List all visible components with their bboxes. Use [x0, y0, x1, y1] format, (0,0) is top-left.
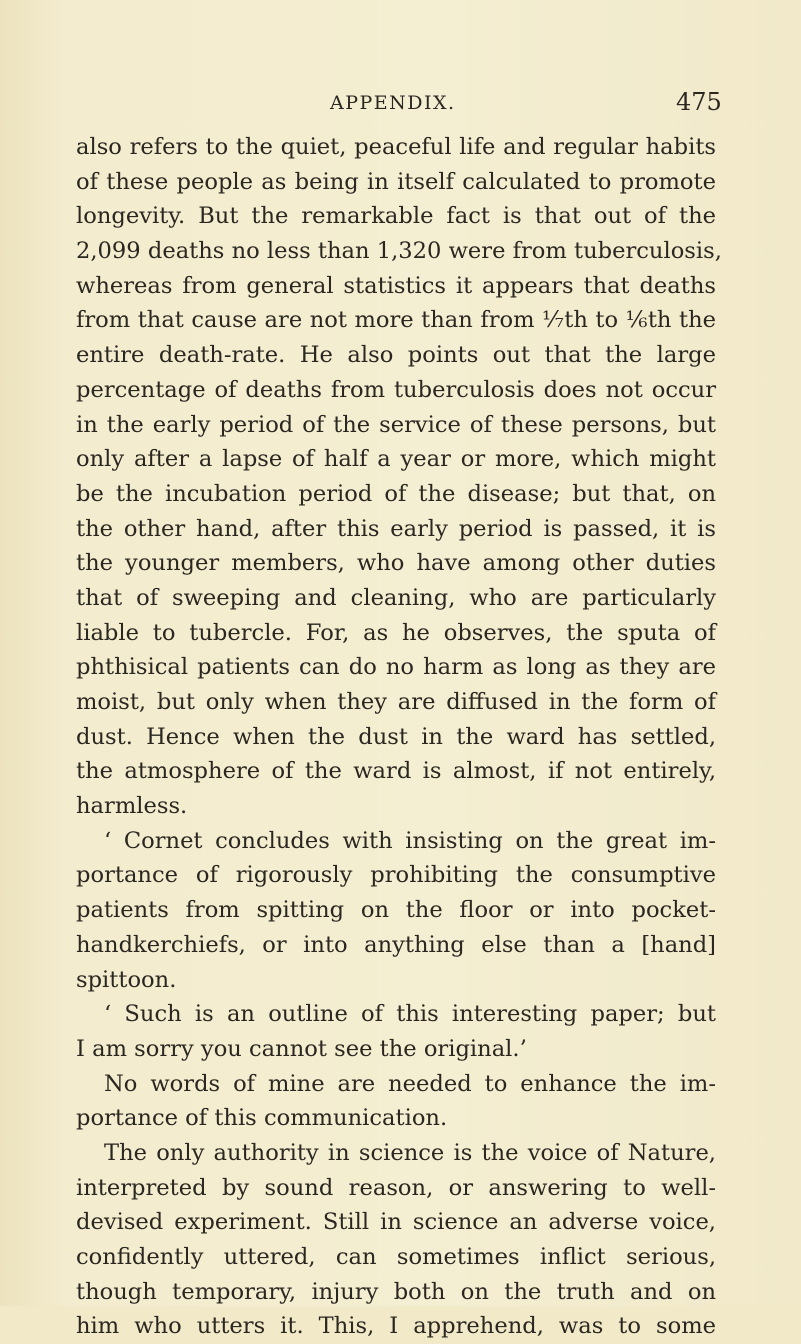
paragraph [76, 824, 716, 997]
text-line: whereas from general statistics it appears that deaths [76, 272, 716, 299]
text-line: portance of rigorously prohibiting the consumptive [76, 862, 716, 889]
paragraph [76, 997, 716, 1066]
text-line: him who utters it. This, I apprehend, was to some [76, 1313, 716, 1340]
text-line: percentage of deaths from tuberculosis does not occur [76, 376, 716, 403]
text-line: that of sweeping and cleaning, who are particularly [76, 584, 716, 611]
text-line: 2,099 deaths no less than 1,320 were from tuberculosis, [76, 238, 722, 265]
text-line: patients from spitting on the floor or into pocket- [76, 897, 716, 924]
text-line: entire death-rate. He also points out that the large [76, 342, 716, 369]
text-line: confidently uttered, can sometimes inflict serious, [76, 1244, 716, 1270]
text-line: be the incubation period of the disease; but that, on [76, 480, 716, 507]
text-line: spittoon. [76, 966, 177, 993]
text-line: interpreted by sound reason, or answering to well- [76, 1174, 716, 1201]
paragraph [76, 1136, 716, 1344]
text-line: of these people as being in itself calculated to promote [76, 168, 716, 195]
text-line: No words of mine are needed to enhance the im- [104, 1070, 716, 1097]
text-line: in the early period of the service of these persons, but [76, 411, 716, 438]
text-line: portance of this communication. [76, 1105, 448, 1132]
text-line: ‘ Such is an outline of this interesting paper; but [104, 1001, 716, 1028]
text-line: also refers to the quiet, peaceful life and regular habits [76, 134, 716, 160]
page-header [0, 88, 801, 122]
body-text [76, 130, 722, 1344]
text-line: The only authority in science is the voice of Nature, [104, 1139, 716, 1166]
text-line: harmless. [76, 793, 188, 820]
running-head: APPENDIX. [330, 92, 456, 114]
text-line: ‘ Cornet concludes with insisting on the great im- [104, 827, 716, 854]
paragraph [76, 130, 722, 824]
text-line: phthisical patients can do no harm as long as they are [76, 654, 716, 681]
page-number: 475 [676, 88, 722, 116]
text-line: from that cause are not more than from ⅐th to ⅙th the [76, 307, 716, 334]
text-line: the younger members, who have among other duties [76, 550, 716, 577]
text-line: longevity. But the remarkable fact is that out of the [76, 203, 716, 230]
text-line: the atmosphere of the ward is almost, if not entirely, [76, 758, 716, 785]
text-line: liable to tubercle. For, as he observes, the sputa of [76, 619, 716, 646]
text-line: only after a lapse of half a year or more, which might [76, 446, 716, 473]
text-line: devised experiment. Still in science an adverse voice, [76, 1209, 716, 1236]
text-line: moist, but only when they are diffused in the form of [76, 689, 716, 715]
text-line: dust. Hence when the dust in the ward has settled, [76, 723, 716, 750]
text-line: the other hand, after this early period is passed, it is [76, 515, 716, 542]
paragraph [76, 1067, 716, 1136]
text-line: though temporary, injury both on the truth and on [76, 1278, 716, 1305]
text-line: handkerchiefs, or into anything else than a [hand] [76, 931, 716, 958]
text-line: I am sorry you cannot see the original.’ [76, 1035, 527, 1062]
